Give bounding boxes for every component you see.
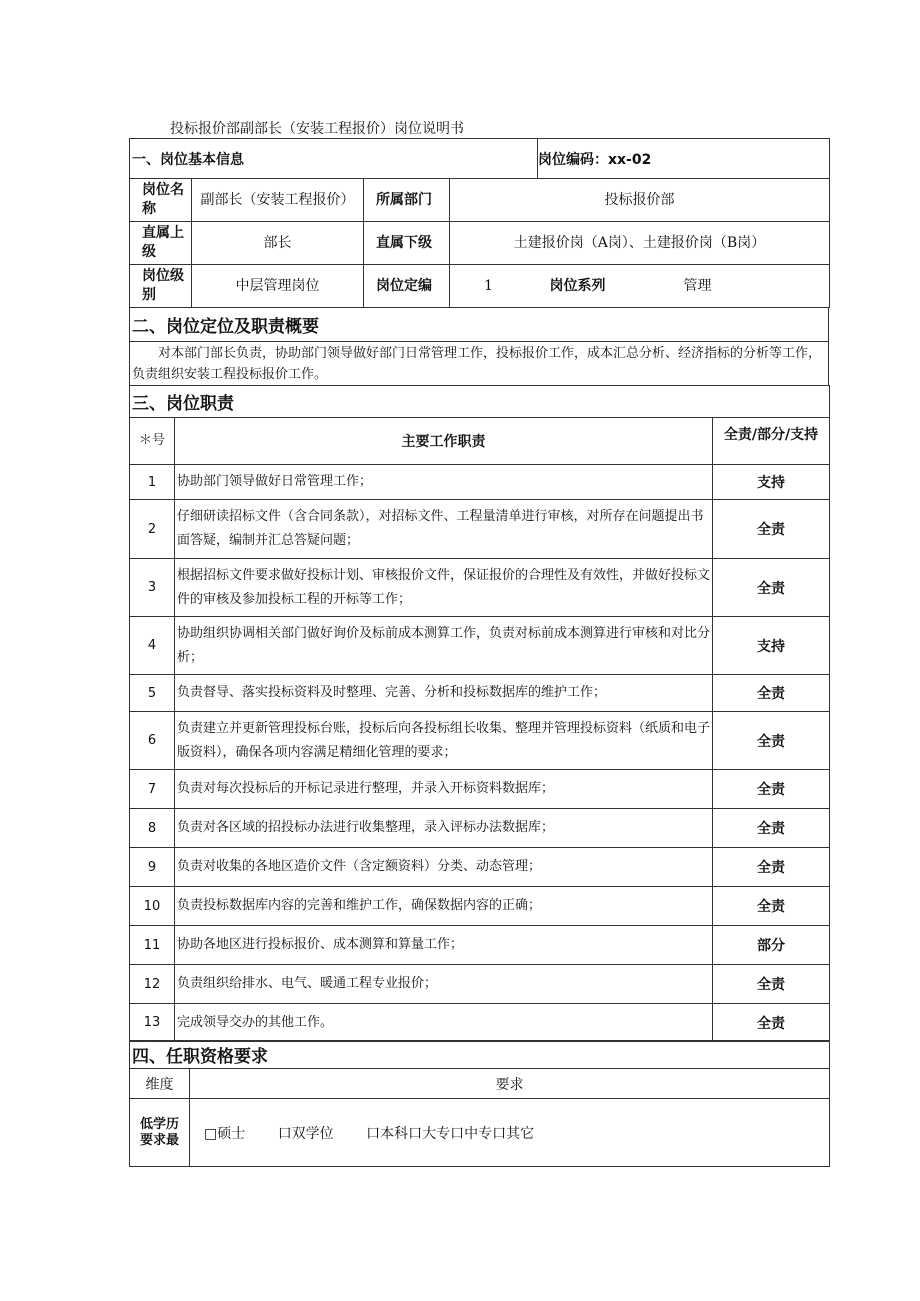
option-master[interactable]: □硕士 [204, 1125, 246, 1142]
position-name-value: 副部长（安装工程报价） [192, 179, 364, 222]
section1-title: 一、岗位基本信息 [130, 139, 538, 179]
duty-number: 13 [130, 1004, 175, 1042]
table-row [130, 500, 830, 559]
requirement-header: 要求 [190, 1069, 830, 1099]
table-row [130, 926, 830, 965]
duty-responsibility: 全责 [713, 848, 830, 887]
duty-number: 2 [130, 500, 175, 559]
qualification-table [129, 1040, 830, 1167]
duty-number: 4 [130, 617, 175, 675]
duty-responsibility: 全责 [713, 675, 830, 712]
duty-text: 完成领导交办的其他工作。 [175, 1004, 713, 1042]
subordinate-value: 土建报价岗（A岗）、土建报价岗（B岗） [450, 222, 830, 265]
duty-number: 10 [130, 887, 175, 926]
quota-label: 岗位定编 [364, 265, 450, 308]
duty-number: 8 [130, 809, 175, 848]
duty-responsibility: 支持 [713, 465, 830, 500]
basic-info-table [129, 138, 830, 308]
series-label: 岗位系列 [538, 265, 630, 308]
duty-number: 3 [130, 559, 175, 617]
table-row [130, 712, 830, 770]
duty-number: 11 [130, 926, 175, 965]
position-code-value: xx-02 [608, 151, 652, 168]
duty-number: 12 [130, 965, 175, 1004]
table-row [130, 887, 830, 926]
duty-responsibility: 全责 [713, 559, 830, 617]
duty-responsibility: 全责 [713, 770, 830, 809]
duty-text: 协助组织协调相关部门做好询价及标前成本测算工作，负责对标前成本测算进行审核和对比分析； [175, 617, 713, 675]
duty-number: 7 [130, 770, 175, 809]
duty-text: 负责对各区域的招投标办法进行收集整理，录入评标办法数据库； [175, 809, 713, 848]
superior-value: 部长 [192, 222, 364, 265]
section4-title: 四、任职资格要求 [130, 1041, 830, 1069]
option-bachelor-etc[interactable]: 口本科口大专口中专口其它 [366, 1125, 535, 1142]
table-row [130, 675, 830, 712]
duty-number: 6 [130, 712, 175, 770]
level-value: 中层管理岗位 [192, 265, 364, 308]
duty-text: 协助各地区进行投标报价、成本测算和算量工作； [175, 926, 713, 965]
subordinate-label: 直属下级 [364, 222, 450, 265]
position-code [538, 139, 830, 179]
table-row [130, 559, 830, 617]
table-row [130, 809, 830, 848]
duty-text: 协助部门领导做好日常管理工作； [175, 465, 713, 500]
position-name-label: 岗位名称 [130, 179, 192, 222]
duty-responsibility: 支持 [713, 617, 830, 675]
duty-responsibility: 部分 [713, 926, 830, 965]
col-no-header: ＊号 [130, 418, 175, 465]
document-title: 投标报价部副部长（安装工程报价）岗位说明书 [170, 121, 464, 137]
quota-value: 1 [450, 265, 538, 308]
col-resp-header: 全责/部分/支持 [713, 418, 830, 465]
table-row [130, 965, 830, 1004]
table-row [130, 1004, 830, 1042]
duty-responsibility: 全责 [713, 1004, 830, 1042]
duty-responsibility: 全责 [713, 712, 830, 770]
table-row [130, 848, 830, 887]
position-code-label: 岗位编码： [538, 151, 608, 168]
col-duty-header: 主要工作职责 [175, 418, 713, 465]
duty-number: 5 [130, 675, 175, 712]
dimension-header: 维度 [130, 1069, 190, 1099]
duty-text: 负责对收集的各地区造价文件（含定额资料）分类、动态管理； [175, 848, 713, 887]
department-label: 所属部门 [364, 179, 450, 222]
education-options [190, 1099, 830, 1167]
duty-responsibility: 全责 [713, 809, 830, 848]
duty-responsibility: 全责 [713, 500, 830, 559]
table-row [130, 617, 830, 675]
duty-text: 仔细研读招标文件（含合同条款），对招标文件、工程量清单进行审核，对所存在问题提出书面答疑，编制并汇总答疑问题； [175, 500, 713, 559]
series-value: 管理 [630, 265, 830, 308]
duty-text: 负责组织给排水、电气、暖通工程专业报价； [175, 965, 713, 1004]
duties-table [129, 385, 830, 1042]
duty-text: 根据招标文件要求做好投标计划、审核报价文件，保证报价的合理性及有效性，并做好投标文件的审核及参加投标工程的开标等工作； [175, 559, 713, 617]
department-value: 投标报价部 [450, 179, 830, 222]
duty-text: 负责对每次投标后的开标记录进行整理，并录入开标资料数据库； [175, 770, 713, 809]
duty-number: 1 [130, 465, 175, 500]
table-row [130, 465, 830, 500]
section3-title: 三、岗位职责 [130, 386, 830, 418]
table-row [130, 770, 830, 809]
duty-text: 负责建立并更新管理投标台账，投标后向各投标组长收集、整理并管理投标资料（纸质和电子版资料），确保各项内容满足精细化管理的要求； [175, 712, 713, 770]
option-double-degree[interactable]: 口双学位 [277, 1125, 334, 1142]
duty-text: 负责督导、落实投标资料及时整理、完善、分析和投标数据库的维护工作； [175, 675, 713, 712]
duty-responsibility: 全责 [713, 965, 830, 1004]
summary-text: 对本部门部长负责，协助部门领导做好部门日常管理工作，投标报价工作，成本汇总分析、经济指标的分析等工作，负责组织安装工程投标报价工作。 [130, 342, 829, 386]
summary-table [129, 307, 829, 386]
duty-number: 9 [130, 848, 175, 887]
duty-text: 负责投标数据库内容的完善和维护工作，确保数据内容的正确； [175, 887, 713, 926]
superior-label: 直属上级 [130, 222, 192, 265]
education-label: 低学历要求最 [130, 1099, 190, 1167]
level-label: 岗位级别 [130, 265, 192, 308]
duty-responsibility: 全责 [713, 887, 830, 926]
section2-title: 二、岗位定位及职责概要 [130, 308, 829, 342]
